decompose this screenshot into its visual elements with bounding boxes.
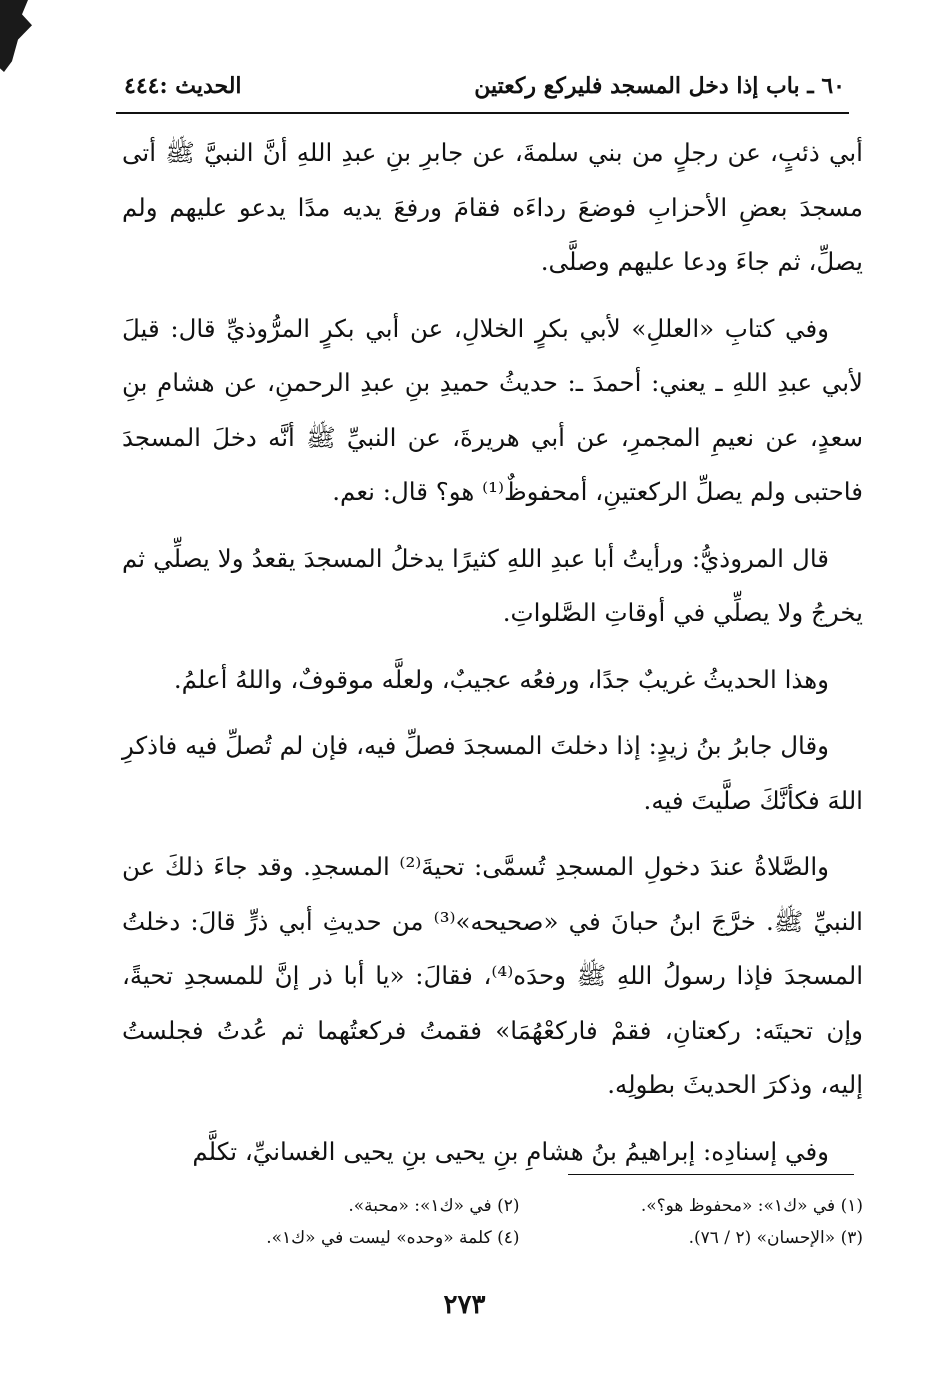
footnote: (٤) كلمة «وحده» ليست في «ك١». — [266, 1228, 520, 1248]
chapter-title: ٦٠ ـ باب إذا دخل المسجد فليركع ركعتين — [474, 73, 845, 99]
page-number: ٢٧٣ — [443, 1290, 486, 1320]
footnote: (٣) «الإحسان» (٢ / ٧٦). — [688, 1228, 863, 1248]
scan-ink-blot — [0, 0, 40, 72]
paragraph: وهذا الحديثُ غريبٌ جدًا، ورفعُه عجيبٌ، ولعلَّه موقوفٌ، واللهُ أعلمُ. — [173, 664, 829, 694]
footnote-divider — [568, 1174, 854, 1175]
paragraph: قال المروذيُّ: ورأيتُ أبا عبدِ اللهِ كثيرًا يدخلُ المسجدَ يقعدُ ولا يصلِّي ثم يخرجُ ولا يصلِّي في أوقاتِ الصَّلواتِ. — [122, 543, 863, 627]
paragraph: وفي إسنادِه: إبراهيمُ بنُ هشامِ بنِ يحيى بنِ يحيى الغسانيِّ، تكلَّم — [192, 1136, 829, 1166]
paragraph: أبي ذئبٍ، عن رجلٍ من بني سلمةَ، عن جابرِ بنِ عبدِ اللهِ أنَّ النبيَّ ﷺ أتى مسجدَ بعضِ الأحزابِ فوضعَ رداءَه فقامَ ورفعَ يديه مدًا يدعو عليهم ولم يصلِّ، ثم جاءَ ودعا عليهم وصلَّى. — [122, 138, 863, 276]
paragraph: والصَّلاةُ عندَ دخولِ المسجدِ تُسمَّى: تحيةَ⁽²⁾ المسجدِ. وقد جاءَ ذلكَ عن النبيِّ ﷺ. خرَّجَ ابنُ حبانَ في «صحيحه»⁽³⁾ من حديثِ أبي ذرٍّ قالَ: دخلتُ المسجدَ فإذا رسولُ اللهِ ﷺ وحدَه⁽⁴⁾، فقالَ: «يا أبا ذر إنَّ للمسجدِ تحيةً، وإن تحيتَه: ركعتانِ، فقمْ فاركعْهُمَا» فقمتُ فركعتُهما ثم عُدتُ فجلستُ إليه، وذكرَ الحديثَ بطولِه. — [122, 852, 864, 1099]
running-header — [124, 66, 845, 106]
paragraph: وقال جابرُ بنُ زيدٍ: إذا دخلتَ المسجدَ فصلِّ فيه، فإن لم تُصلِّ فيه فاذكرِ اللهَ فكأنَّكَ صلَّيتَ فيه. — [122, 731, 863, 815]
footnote: (٢) في «ك١»: «محبة». — [348, 1196, 520, 1216]
footnotes — [176, 1190, 863, 1254]
header-divider — [116, 112, 849, 114]
main-text — [122, 126, 863, 1191]
hadith-number: الحديث :٤٤٤ — [124, 73, 242, 99]
footnote: (١) في «ك١»: «محفوظ هو؟». — [640, 1196, 863, 1216]
paragraph: وفي كتابِ «العللِ» لأبي بكرٍ الخلالِ، عن أبي بكرٍ المرُّوذيِّ قال: قيلَ لأبي عبدِ اللهِ ـ يعني: أحمدَ ـ: حديثُ حميدِ بنِ عبدِ الرحمنِ، عن هشامِ بنِ سعدٍ، عن نعيمِ المجمرِ، عن أبي هريرةَ، عن النبيِّ ﷺ أنَّه دخلَ المسجدَ فاحتبى ولم يصلِّ الركعتينِ، أمحفوظٌ⁽¹⁾ هو؟ قال: نعم. — [122, 313, 863, 506]
